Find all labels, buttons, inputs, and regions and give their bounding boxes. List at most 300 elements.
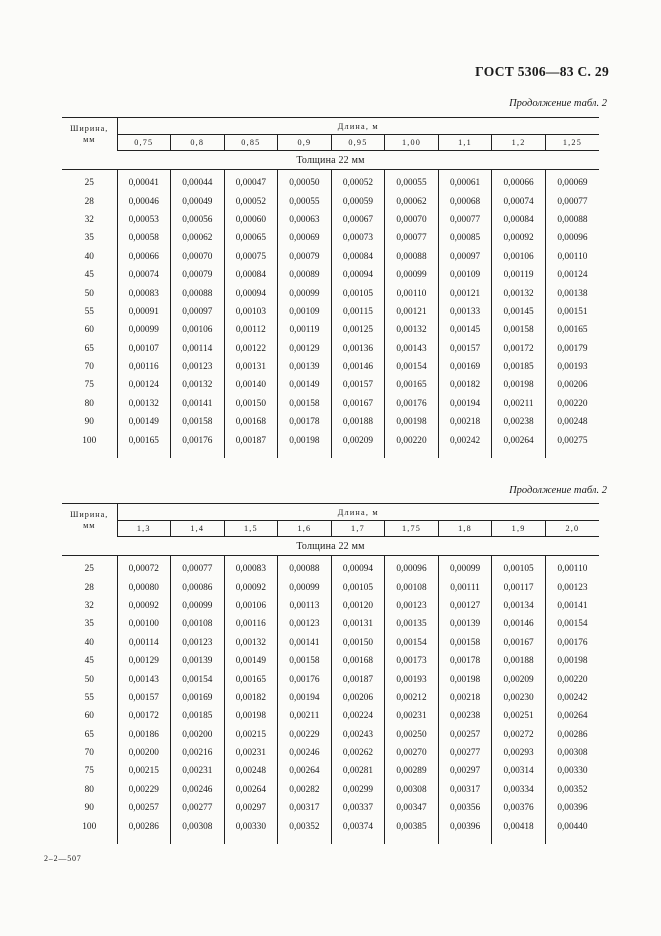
volume-cell: 0,00094 <box>331 266 385 284</box>
width-cell: 55 <box>62 303 117 321</box>
section-title: Толщина 22 мм <box>62 151 599 170</box>
width-cell: 45 <box>62 266 117 284</box>
volume-cell: 0,00262 <box>331 744 385 762</box>
volume-cell: 0,00251 <box>492 707 546 725</box>
length-header-cell: 1,3 <box>117 521 171 537</box>
volume-cell: 0,00194 <box>438 395 492 413</box>
volume-cell: 0,00193 <box>545 358 599 376</box>
volume-cell: 0,00084 <box>224 266 278 284</box>
table-row <box>62 340 599 358</box>
volume-cell: 0,00138 <box>545 284 599 302</box>
volume-cell: 0,00286 <box>545 726 599 744</box>
length-header-cell: 1,1 <box>438 135 492 151</box>
volume-cell: 0,00167 <box>492 634 546 652</box>
volume-cell: 0,00356 <box>438 799 492 817</box>
volume-cell: 0,00215 <box>224 726 278 744</box>
volume-cell: 0,00074 <box>492 192 546 210</box>
volume-cell: 0,00111 <box>438 578 492 596</box>
volume-cell: 0,00139 <box>278 358 332 376</box>
volume-cell: 0,00334 <box>492 781 546 799</box>
volume-cell: 0,00168 <box>331 652 385 670</box>
volume-cell: 0,00172 <box>117 707 171 725</box>
volume-cell: 0,00187 <box>331 670 385 688</box>
volume-cell: 0,00238 <box>492 413 546 431</box>
volume-cell: 0,00141 <box>545 597 599 615</box>
table-row <box>62 192 599 210</box>
volume-cell: 0,00299 <box>331 781 385 799</box>
volume-cell: 0,00127 <box>438 597 492 615</box>
width-cell: 50 <box>62 284 117 302</box>
width-cell: 35 <box>62 229 117 247</box>
volume-cell: 0,00108 <box>385 578 439 596</box>
volume-cell: 0,00330 <box>224 817 278 843</box>
volume-cell: 0,00317 <box>278 799 332 817</box>
volume-cell: 0,00151 <box>545 303 599 321</box>
table-row <box>62 634 599 652</box>
volume-cell: 0,00063 <box>278 211 332 229</box>
volume-cell: 0,00113 <box>278 597 332 615</box>
table-row <box>62 321 599 339</box>
volume-cell: 0,00122 <box>224 340 278 358</box>
table-row <box>62 303 599 321</box>
volume-cell: 0,00297 <box>224 799 278 817</box>
volume-cell: 0,00083 <box>224 556 278 579</box>
width-cell: 65 <box>62 726 117 744</box>
volume-cell: 0,00119 <box>278 321 332 339</box>
table-row <box>62 744 599 762</box>
volume-cell: 0,00069 <box>545 170 599 193</box>
table-row <box>62 762 599 780</box>
volume-cell: 0,00046 <box>117 192 171 210</box>
volume-cell: 0,00077 <box>545 192 599 210</box>
length-header-cell: 0,85 <box>224 135 278 151</box>
volume-cell: 0,00050 <box>278 170 332 193</box>
volume-cell: 0,00092 <box>224 578 278 596</box>
volume-cell: 0,00123 <box>385 597 439 615</box>
volume-cell: 0,00246 <box>278 744 332 762</box>
volume-cell: 0,00154 <box>171 670 225 688</box>
table-row <box>62 229 599 247</box>
width-cell: 55 <box>62 689 117 707</box>
volume-table-1 <box>62 117 599 458</box>
volume-cell: 0,00134 <box>492 597 546 615</box>
length-header-cell: 1,75 <box>385 521 439 537</box>
length-header-cell: 1,4 <box>171 521 225 537</box>
volume-cell: 0,00330 <box>545 762 599 780</box>
volume-cell: 0,00112 <box>224 321 278 339</box>
volume-cell: 0,00088 <box>545 211 599 229</box>
volume-cell: 0,00172 <box>492 340 546 358</box>
volume-cell: 0,00352 <box>545 781 599 799</box>
volume-cell: 0,00149 <box>117 413 171 431</box>
volume-cell: 0,00194 <box>278 689 332 707</box>
volume-cell: 0,00198 <box>385 413 439 431</box>
volume-cell: 0,00096 <box>545 229 599 247</box>
volume-cell: 0,00084 <box>492 211 546 229</box>
volume-cell: 0,00149 <box>278 376 332 394</box>
volume-cell: 0,00168 <box>224 413 278 431</box>
volume-cell: 0,00167 <box>331 395 385 413</box>
volume-cell: 0,00198 <box>224 707 278 725</box>
volume-cell: 0,00088 <box>171 284 225 302</box>
volume-cell: 0,00121 <box>438 284 492 302</box>
volume-cell: 0,00145 <box>438 321 492 339</box>
volume-cell: 0,00085 <box>438 229 492 247</box>
volume-cell: 0,00116 <box>224 615 278 633</box>
volume-cell: 0,00176 <box>385 395 439 413</box>
volume-cell: 0,00068 <box>438 192 492 210</box>
volume-cell: 0,00103 <box>224 303 278 321</box>
volume-cell: 0,00097 <box>171 303 225 321</box>
length-header-cell: 1,5 <box>224 521 278 537</box>
volume-cell: 0,00200 <box>117 744 171 762</box>
volume-cell: 0,00218 <box>438 689 492 707</box>
length-header-cell: 2,0 <box>545 521 599 537</box>
table-row <box>62 284 599 302</box>
volume-cell: 0,00059 <box>331 192 385 210</box>
volume-cell: 0,00178 <box>438 652 492 670</box>
volume-cell: 0,00070 <box>171 248 225 266</box>
length-header-cell: 0,75 <box>117 135 171 151</box>
volume-cell: 0,00044 <box>171 170 225 193</box>
volume-cell: 0,00123 <box>171 358 225 376</box>
width-cell: 70 <box>62 744 117 762</box>
volume-cell: 0,00289 <box>385 762 439 780</box>
volume-cell: 0,00110 <box>385 284 439 302</box>
volume-cell: 0,00211 <box>278 707 332 725</box>
volume-cell: 0,00114 <box>171 340 225 358</box>
volume-cell: 0,00200 <box>171 726 225 744</box>
volume-cell: 0,00308 <box>385 781 439 799</box>
volume-cell: 0,00165 <box>385 376 439 394</box>
volume-cell: 0,00131 <box>331 615 385 633</box>
volume-cell: 0,00242 <box>438 431 492 457</box>
volume-cell: 0,00110 <box>545 248 599 266</box>
volume-cell: 0,00062 <box>385 192 439 210</box>
volume-cell: 0,00173 <box>385 652 439 670</box>
width-cell: 45 <box>62 652 117 670</box>
volume-cell: 0,00055 <box>385 170 439 193</box>
volume-cell: 0,00169 <box>171 689 225 707</box>
volume-cell: 0,00270 <box>385 744 439 762</box>
volume-cell: 0,00132 <box>171 376 225 394</box>
volume-cell: 0,00314 <box>492 762 546 780</box>
volume-cell: 0,00154 <box>545 615 599 633</box>
volume-cell: 0,00092 <box>492 229 546 247</box>
width-header: Ширина, мм <box>62 118 117 151</box>
table-row <box>62 395 599 413</box>
volume-cell: 0,00079 <box>171 266 225 284</box>
volume-cell: 0,00072 <box>117 556 171 579</box>
volume-cell: 0,00079 <box>278 248 332 266</box>
volume-cell: 0,00178 <box>278 413 332 431</box>
volume-cell: 0,00077 <box>171 556 225 579</box>
volume-cell: 0,00119 <box>492 266 546 284</box>
volume-cell: 0,00125 <box>331 321 385 339</box>
table-row <box>62 707 599 725</box>
volume-cell: 0,00231 <box>224 744 278 762</box>
width-cell: 32 <box>62 597 117 615</box>
table-row <box>62 817 599 843</box>
volume-cell: 0,00293 <box>492 744 546 762</box>
volume-cell: 0,00185 <box>171 707 225 725</box>
volume-cell: 0,00188 <box>331 413 385 431</box>
table-row <box>62 799 599 817</box>
volume-cell: 0,00106 <box>224 597 278 615</box>
volume-cell: 0,00084 <box>331 248 385 266</box>
volume-cell: 0,00150 <box>224 395 278 413</box>
length-header-cell: 0,8 <box>171 135 225 151</box>
volume-cell: 0,00188 <box>492 652 546 670</box>
volume-cell: 0,00077 <box>385 229 439 247</box>
volume-cell: 0,00109 <box>278 303 332 321</box>
width-cell: 100 <box>62 817 117 843</box>
volume-cell: 0,00073 <box>331 229 385 247</box>
volume-cell: 0,00385 <box>385 817 439 843</box>
table-row <box>62 615 599 633</box>
volume-cell: 0,00264 <box>492 431 546 457</box>
volume-cell: 0,00097 <box>438 248 492 266</box>
volume-cell: 0,00238 <box>438 707 492 725</box>
table-row <box>62 689 599 707</box>
volume-cell: 0,00132 <box>385 321 439 339</box>
volume-cell: 0,00176 <box>545 634 599 652</box>
length-header-cell: 1,00 <box>385 135 439 151</box>
table-row <box>62 652 599 670</box>
volume-cell: 0,00131 <box>224 358 278 376</box>
volume-cell: 0,00281 <box>331 762 385 780</box>
volume-cell: 0,00105 <box>331 578 385 596</box>
volume-cell: 0,00041 <box>117 170 171 193</box>
volume-cell: 0,00105 <box>492 556 546 579</box>
volume-cell: 0,00141 <box>278 634 332 652</box>
volume-cell: 0,00246 <box>171 781 225 799</box>
volume-cell: 0,00150 <box>331 634 385 652</box>
volume-cell: 0,00179 <box>545 340 599 358</box>
width-cell: 100 <box>62 431 117 457</box>
width-header: Ширина, мм <box>62 504 117 537</box>
length-header-cell: 1,2 <box>492 135 546 151</box>
volume-cell: 0,00264 <box>545 707 599 725</box>
volume-cell: 0,00110 <box>545 556 599 579</box>
volume-cell: 0,00158 <box>171 413 225 431</box>
volume-cell: 0,00215 <box>117 762 171 780</box>
footer-code: 2–2—507 <box>44 854 82 863</box>
volume-cell: 0,00123 <box>545 578 599 596</box>
volume-cell: 0,00066 <box>117 248 171 266</box>
volume-cell: 0,00193 <box>385 670 439 688</box>
volume-cell: 0,00418 <box>492 817 546 843</box>
volume-cell: 0,00277 <box>438 744 492 762</box>
volume-cell: 0,00075 <box>224 248 278 266</box>
volume-cell: 0,00209 <box>331 431 385 457</box>
length-header-cell: 0,95 <box>331 135 385 151</box>
volume-cell: 0,00396 <box>545 799 599 817</box>
width-cell: 60 <box>62 707 117 725</box>
volume-cell: 0,00132 <box>492 284 546 302</box>
volume-cell: 0,00158 <box>278 652 332 670</box>
volume-cell: 0,00212 <box>385 689 439 707</box>
volume-cell: 0,00129 <box>117 652 171 670</box>
volume-cell: 0,00060 <box>224 211 278 229</box>
volume-cell: 0,00396 <box>438 817 492 843</box>
table-row <box>62 413 599 431</box>
volume-cell: 0,00099 <box>385 266 439 284</box>
width-cell: 90 <box>62 413 117 431</box>
length-header-cell: 1,25 <box>545 135 599 151</box>
volume-cell: 0,00185 <box>492 358 546 376</box>
volume-cell: 0,00136 <box>331 340 385 358</box>
table-row <box>62 670 599 688</box>
volume-cell: 0,00230 <box>492 689 546 707</box>
volume-cell: 0,00198 <box>438 670 492 688</box>
volume-cell: 0,00061 <box>438 170 492 193</box>
width-cell: 32 <box>62 211 117 229</box>
volume-cell: 0,00242 <box>545 689 599 707</box>
volume-cell: 0,00374 <box>331 817 385 843</box>
volume-cell: 0,00129 <box>278 340 332 358</box>
volume-cell: 0,00058 <box>117 229 171 247</box>
volume-cell: 0,00091 <box>117 303 171 321</box>
width-cell: 40 <box>62 634 117 652</box>
volume-cell: 0,00308 <box>545 744 599 762</box>
volume-cell: 0,00220 <box>545 670 599 688</box>
volume-cell: 0,00124 <box>545 266 599 284</box>
volume-cell: 0,00216 <box>171 744 225 762</box>
volume-cell: 0,00250 <box>385 726 439 744</box>
volume-cell: 0,00080 <box>117 578 171 596</box>
width-cell: 75 <box>62 762 117 780</box>
volume-cell: 0,00157 <box>438 340 492 358</box>
length-header-cell: 0,9 <box>278 135 332 151</box>
volume-cell: 0,00376 <box>492 799 546 817</box>
volume-cell: 0,00049 <box>171 192 225 210</box>
volume-cell: 0,00092 <box>117 597 171 615</box>
table-row <box>62 170 599 193</box>
volume-cell: 0,00272 <box>492 726 546 744</box>
volume-cell: 0,00115 <box>331 303 385 321</box>
volume-cell: 0,00282 <box>278 781 332 799</box>
volume-cell: 0,00099 <box>171 597 225 615</box>
width-cell: 90 <box>62 799 117 817</box>
volume-cell: 0,00154 <box>385 358 439 376</box>
width-cell: 40 <box>62 248 117 266</box>
volume-cell: 0,00106 <box>492 248 546 266</box>
length-header-cell: 1,8 <box>438 521 492 537</box>
volume-cell: 0,00141 <box>171 395 225 413</box>
volume-cell: 0,00094 <box>224 284 278 302</box>
length-header-row <box>62 135 599 151</box>
width-cell: 28 <box>62 192 117 210</box>
volume-cell: 0,00297 <box>438 762 492 780</box>
volume-cell: 0,00083 <box>117 284 171 302</box>
width-cell: 28 <box>62 578 117 596</box>
volume-cell: 0,00109 <box>438 266 492 284</box>
volume-cell: 0,00094 <box>331 556 385 579</box>
volume-cell: 0,00096 <box>385 556 439 579</box>
volume-cell: 0,00100 <box>117 615 171 633</box>
volume-cell: 0,00337 <box>331 799 385 817</box>
volume-cell: 0,00218 <box>438 413 492 431</box>
table-row <box>62 556 599 579</box>
volume-cell: 0,00140 <box>224 376 278 394</box>
volume-cell: 0,00275 <box>545 431 599 457</box>
width-cell: 25 <box>62 556 117 579</box>
length-header-row <box>62 521 599 537</box>
volume-cell: 0,00088 <box>385 248 439 266</box>
width-cell: 80 <box>62 395 117 413</box>
volume-cell: 0,00146 <box>331 358 385 376</box>
table-1-continuation: Продолжение табл. 2 <box>509 98 607 109</box>
volume-cell: 0,00257 <box>117 799 171 817</box>
table-row <box>62 597 599 615</box>
volume-cell: 0,00132 <box>117 395 171 413</box>
table-row <box>62 376 599 394</box>
width-cell: 80 <box>62 781 117 799</box>
volume-cell: 0,00157 <box>331 376 385 394</box>
volume-cell: 0,00209 <box>492 670 546 688</box>
volume-cell: 0,00186 <box>117 726 171 744</box>
volume-cell: 0,00077 <box>438 211 492 229</box>
volume-cell: 0,00132 <box>224 634 278 652</box>
volume-cell: 0,00229 <box>278 726 332 744</box>
width-cell: 65 <box>62 340 117 358</box>
volume-cell: 0,00154 <box>385 634 439 652</box>
volume-cell: 0,00182 <box>438 376 492 394</box>
volume-cell: 0,00243 <box>331 726 385 744</box>
volume-cell: 0,00067 <box>331 211 385 229</box>
volume-cell: 0,00206 <box>545 376 599 394</box>
width-cell: 75 <box>62 376 117 394</box>
volume-cell: 0,00105 <box>331 284 385 302</box>
volume-cell: 0,00116 <box>117 358 171 376</box>
volume-cell: 0,00182 <box>224 689 278 707</box>
table-2-continuation: Продолжение табл. 2 <box>509 485 607 496</box>
volume-cell: 0,00117 <box>492 578 546 596</box>
volume-cell: 0,00139 <box>438 615 492 633</box>
table-row <box>62 266 599 284</box>
volume-cell: 0,00165 <box>224 670 278 688</box>
volume-cell: 0,00308 <box>171 817 225 843</box>
volume-cell: 0,00277 <box>171 799 225 817</box>
volume-cell: 0,00157 <box>117 689 171 707</box>
volume-cell: 0,00052 <box>224 192 278 210</box>
width-cell: 35 <box>62 615 117 633</box>
volume-cell: 0,00069 <box>278 229 332 247</box>
table-row <box>62 248 599 266</box>
width-cell: 25 <box>62 170 117 193</box>
volume-cell: 0,00074 <box>117 266 171 284</box>
length-header-cell: 1,7 <box>331 521 385 537</box>
table-row <box>62 431 599 457</box>
volume-cell: 0,00352 <box>278 817 332 843</box>
volume-cell: 0,00176 <box>278 670 332 688</box>
volume-cell: 0,00123 <box>171 634 225 652</box>
volume-cell: 0,00133 <box>438 303 492 321</box>
page-header: ГОСТ 5306—83 С. 29 <box>475 64 609 79</box>
volume-cell: 0,00231 <box>385 707 439 725</box>
volume-cell: 0,00070 <box>385 211 439 229</box>
volume-cell: 0,00053 <box>117 211 171 229</box>
volume-cell: 0,00099 <box>278 578 332 596</box>
volume-cell: 0,00176 <box>171 431 225 457</box>
volume-cell: 0,00065 <box>224 229 278 247</box>
volume-cell: 0,00224 <box>331 707 385 725</box>
length-header-cell: 1,9 <box>492 521 546 537</box>
volume-cell: 0,00135 <box>385 615 439 633</box>
volume-cell: 0,00264 <box>278 762 332 780</box>
section-title: Толщина 22 мм <box>62 537 599 556</box>
